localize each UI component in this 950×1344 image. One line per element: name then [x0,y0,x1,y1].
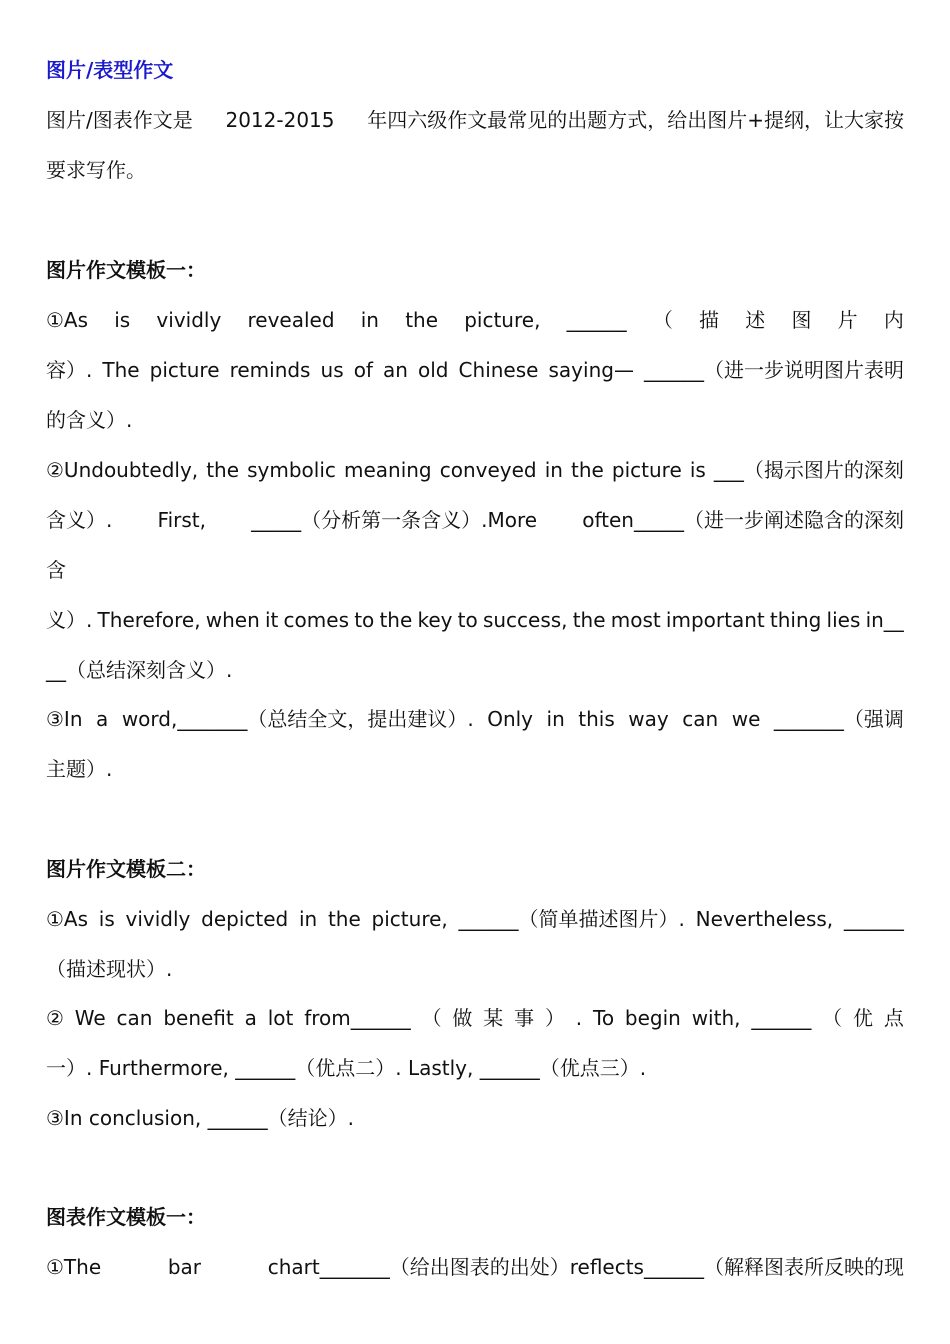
paragraph-line: 主题）. [46,757,113,781]
document-title: 图片/表型作文 [46,58,174,82]
paragraph-line: 义）. Therefore, when it comes to the key to success, the most important thing lies in__ [46,608,904,632]
paragraph-line: __（总结深刻含义）. [46,658,233,682]
intro-line-1: 图片/图表作文是 2012-2015 年四六级作文最常见的出题方式，给出图片+提纲，让大家按 [46,108,904,132]
paragraph-line: 含 [46,558,66,582]
paragraph-line: 一）. Furthermore, ______（优点二）. Lastly, ______（优点三）. [46,1056,647,1080]
paragraph-line: ② We can benefit a lot from______ （ 做 某 事 ） . To begin with, ______ （ 优 点 [46,1006,904,1030]
section-heading-picture-template-1: 图片作文模板一： [46,258,206,282]
paragraph-line: （描述现状）. [46,957,173,981]
paragraph-line: 的含义）. [46,408,133,432]
paragraph-line: 含义）. First, _____（分析第一条含义）.More often_____（进一步阐述隐含的深刻 [46,508,904,532]
paragraph-line: ①As is vividly depicted in the picture, ______（简单描述图片）. Nevertheless, ______ [46,907,904,931]
paragraph-line: ③In conclusion, ______（结论）. [46,1106,354,1130]
section-heading-picture-template-2: 图片作文模板二： [46,857,206,881]
paragraph-line: ②Undoubtedly, the symbolic meaning conveyed in the picture is ___（揭示图片的深刻 [46,458,904,482]
paragraph-line: 容）. The picture reminds us of an old Chinese saying— ______（进一步说明图片表明 [46,358,904,382]
paragraph-line: ①As is vividly revealed in the picture, ______ （ 描 述 图 片 内 [46,308,904,332]
intro-line-2: 要求写作。 [46,158,146,182]
section-heading-chart-template-1: 图表作文模板一： [46,1205,206,1229]
paragraph-line: ①The bar chart_______（给出图表的出处）reflects______（解释图表所反映的现 [46,1255,904,1279]
paragraph-line: ③In a word,_______（总结全文，提出建议）. Only in this way can we _______（强调 [46,707,904,731]
